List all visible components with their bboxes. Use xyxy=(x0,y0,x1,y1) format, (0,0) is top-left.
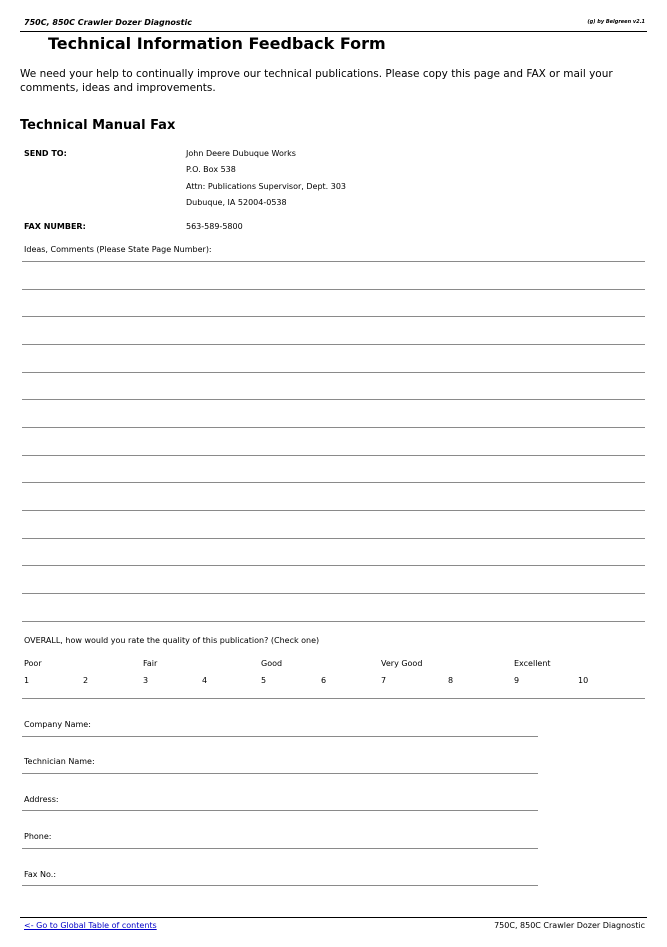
comment-line[interactable] xyxy=(22,510,645,511)
technician-name-field[interactable] xyxy=(22,773,538,774)
address-field[interactable] xyxy=(22,810,538,811)
rating-question: OVERALL, how would you rate the quality of this publication? (Check one) xyxy=(24,636,320,645)
rating-option[interactable]: 6 xyxy=(321,676,327,685)
rating-option[interactable]: 4 xyxy=(202,676,208,685)
comment-line[interactable] xyxy=(22,565,645,566)
rating-level-poor: Poor xyxy=(24,659,42,668)
rating-option[interactable]: 3 xyxy=(143,676,149,685)
rating-level-fair: Fair xyxy=(143,659,158,668)
rating-option[interactable]: 8 xyxy=(448,676,454,685)
comment-line[interactable] xyxy=(22,455,645,456)
comment-line[interactable] xyxy=(22,538,645,539)
comment-line[interactable] xyxy=(22,621,645,622)
send-to-line: Attn: Publications Supervisor, Dept. 303 xyxy=(186,182,347,191)
rating-level-excellent: Excellent xyxy=(514,659,551,668)
comment-line[interactable] xyxy=(22,289,645,290)
fax-number-label: FAX NUMBER: xyxy=(24,222,86,231)
send-to-line: P.O. Box 538 xyxy=(186,165,236,174)
footer-doc-title: 750C, 850C Crawler Dozer Diagnostic xyxy=(494,921,645,930)
page-title: Technical Information Feedback Form xyxy=(48,34,386,53)
header-divider xyxy=(20,31,647,32)
rating-option[interactable]: 2 xyxy=(83,676,89,685)
section-title: Technical Manual Fax xyxy=(20,118,176,133)
header-doc-title: 750C, 850C Crawler Dozer Diagnostic xyxy=(24,18,192,27)
rating-level-good: Good xyxy=(261,659,283,668)
rating-option[interactable]: 9 xyxy=(514,676,520,685)
rating-divider xyxy=(22,698,645,699)
comment-line[interactable] xyxy=(22,261,645,262)
rating-option[interactable]: 7 xyxy=(381,676,387,685)
phone-label: Phone: xyxy=(24,832,52,841)
company-name-label: Company Name: xyxy=(24,720,91,729)
comment-line[interactable] xyxy=(22,482,645,483)
global-toc-link[interactable]: <- Go to Global Table of contents xyxy=(24,921,157,930)
intro-text: We need your help to continually improve our technical publications. Please copy this page and FAX or mail your comments, ideas and improvements. xyxy=(20,68,613,94)
phone-field[interactable] xyxy=(22,848,538,849)
comment-line[interactable] xyxy=(22,593,645,594)
rating-option[interactable]: 10 xyxy=(578,676,589,685)
send-to-label: SEND TO: xyxy=(24,149,67,158)
address-label: Address: xyxy=(24,795,59,804)
header-credit: (g) by Belgreen v2.1 xyxy=(587,19,645,25)
fax-number-value: 563-589-5800 xyxy=(186,222,243,231)
company-name-field[interactable] xyxy=(22,736,538,737)
fax-no-field[interactable] xyxy=(22,885,538,886)
comment-line[interactable] xyxy=(22,427,645,428)
footer-divider xyxy=(20,917,647,918)
comment-line[interactable] xyxy=(22,344,645,345)
technician-name-label: Technician Name: xyxy=(24,757,95,766)
comment-line[interactable] xyxy=(22,372,645,373)
send-to-line: Dubuque, IA 52004-0538 xyxy=(186,198,287,207)
rating-option[interactable]: 5 xyxy=(261,676,267,685)
comment-line[interactable] xyxy=(22,316,645,317)
rating-level-very-good: Very Good xyxy=(381,659,423,668)
comment-line[interactable] xyxy=(22,399,645,400)
send-to-line: John Deere Dubuque Works xyxy=(186,149,296,158)
rating-option[interactable]: 1 xyxy=(24,676,30,685)
comments-label: Ideas, Comments (Please State Page Number): xyxy=(24,245,212,254)
fax-no-label: Fax No.: xyxy=(24,870,57,879)
